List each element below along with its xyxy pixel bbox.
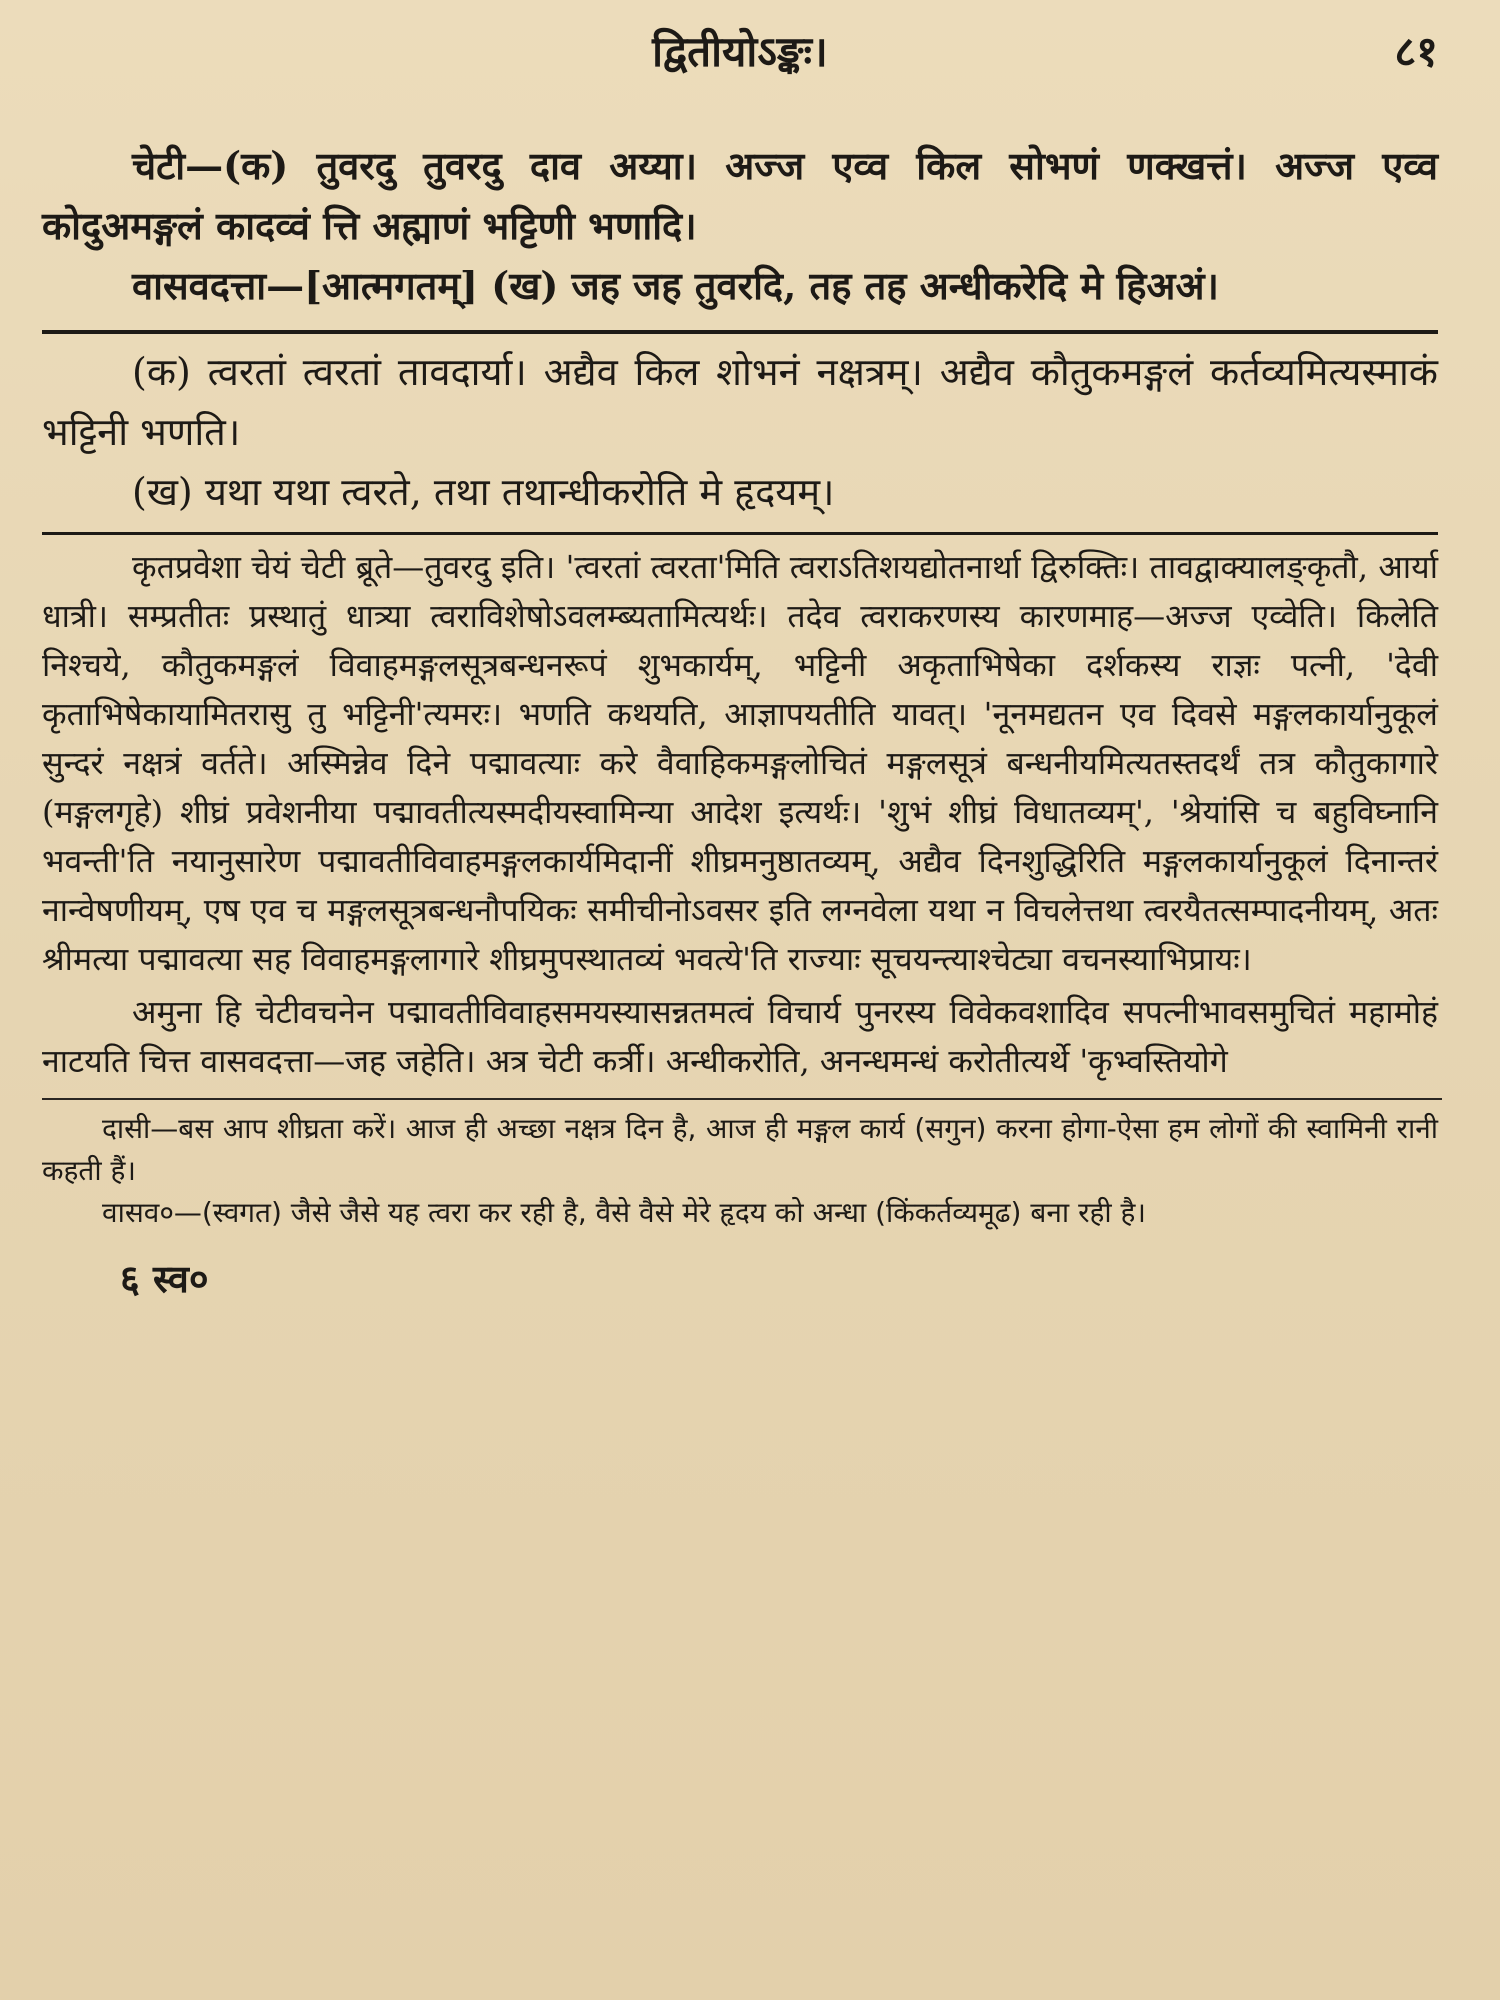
commentary-paragraph: अमुना हि चेटीवचनेन पद्मावतीविवाहसमयस्यासन्नतमत्वं विचार्य पुनरस्य विवेकवशादिव सपत्नीभावसमुचितं महामोहं नाटयति चित्त वासवदत्ता—जह जहेति। अत्र चेटी कर्त्री। अन्धीकरोति, अनन्धमन्धं करोतीत्यर्थे 'कृभ्वस्तियोगे (42, 993, 1438, 1080)
page-number: ८१ (1394, 27, 1438, 76)
section-divider (42, 532, 1438, 535)
hindi-translation (42, 1108, 1438, 1234)
running-head: द्वितीयोऽङ्कः। (652, 27, 828, 76)
sanskrit-chhaya (42, 342, 1438, 522)
hindi-paragraph: दासी—बस आप शीघ्रता करें। आज ही अच्छा नक्षत्र दिन है, आज ही मङ्गल कार्य (सगुन) करना होगा-ऐसा हम लोगों की स्वामिनी रानी कहती हैं। (42, 1112, 1438, 1187)
mool-paragraph: वासवदत्ता—[आत्मगतम्] (ख) जह जह तुवरदि, तह तह अन्धीकरेदि मे हिअअं। (132, 263, 1219, 308)
page-header (42, 22, 1438, 86)
signature-mark: ६ स्व० (120, 1256, 209, 1301)
mool-paragraph: चेटी—(क) तुवरदु तुवरदु दाव अय्या। अज्ज एव्व किल सोभणं णक्खत्तं। अज्ज एव्व कोदुअमङ्गलं कादव्वं त्ति अह्माणं भट्टिणी भणादि। (42, 143, 1438, 248)
prakrit-text (42, 136, 1438, 316)
footnote-divider (42, 1098, 1442, 1100)
hindi-paragraph: वासव०—(स्वगत) जैसे जैसे यह त्वरा कर रही है, वैसे वैसे मेरे हृदय को अन्धा (किंकर्तव्यमूढ) बना रही है। (102, 1196, 1147, 1229)
chhaya-paragraph: (क) त्वरतां त्वरतां तावदार्या। अद्यैव किल शोभनं नक्षत्रम्। अद्यैव कौतुकमङ्गलं कर्तव्यमित्यस्माकं भट्टिनी भणति। (42, 350, 1438, 454)
section-divider (42, 330, 1438, 334)
commentary-paragraph: कृतप्रवेशा चेयं चेटी ब्रूते—तुवरदु इति। 'त्वरतां त्वरता'मिति त्वराऽतिशयद्योतनार्था द्विरुक्तिः। तावद्वाक्यालङ्कृतौ, आर्या धात्री। सम्प्रतीतः प्रस्थातुं धात्र्या त्वराविशेषोऽवलम्ब्यतामित्यर्थः। तदेव त्वराकरणस्य कारणमाह—अज्ज एव्वेति। किलेति निश्चये, कौतुकमङ्गलं विवाहमङ्गलसूत्रबन्धनरूपं शुभकार्यम्, भट्टिनी अकृताभिषेका दर्शकस्य राज्ञः पत्नी, 'देवी कृताभिषेकायामितरासु तु भट्टिनी'त्यमरः। भणति कथयति, आज्ञापयतीति यावत्। 'नूनमद्यतन एव दिवसे मङ्गलकार्यानुकूलं सुन्दरं नक्षत्रं वर्तते। अस्मिन्नेव दिने पद्मावत्याः करे वैवाहिकमङ्गलोचितं मङ्गलसूत्रं बन्धनीयमित्यतस्तदर्थं तत्र कौतुकागारे (मङ्गलगृहे) शीघ्रं प्रवेशनीया पद्मावतीत्यस्मदीयस्वामिन्या आदेश इत्यर्थः। 'शुभं शीघ्रं विधातव्यम्', 'श्रेयांसि च बहुविघ्नानि भवन्ती'ति नयानुसारेण पद्मावतीविवाहमङ्गलकार्यमिदानीं शीघ्रमनुष्ठातव्यम्, अद्यैव दिनशुद्धिरिति मङ्गलकार्यानुकूलं दिनान्तरं नान्वेषणीयम्, एष एव च मङ्गलसूत्रबन्धनौपयिकः समीचीनोऽवसर इति लग्नवेला यथा न विचलेत्तथा त्वरयैतत्सम्पादनीयम्, अतः श्रीमत्या पद्मावत्या सह विवाहमङ्गलागारे शीघ्रमुपस्थातव्यं भवत्ये'ति राज्याः सूचयन्त्याश्चेट्या वचनस्याभिप्रायः। (42, 548, 1438, 978)
chhaya-paragraph: (ख) यथा यथा त्वरते, तथा तथान्धीकरोति मे हृदयम्। (132, 470, 835, 514)
commentary (42, 543, 1438, 1086)
